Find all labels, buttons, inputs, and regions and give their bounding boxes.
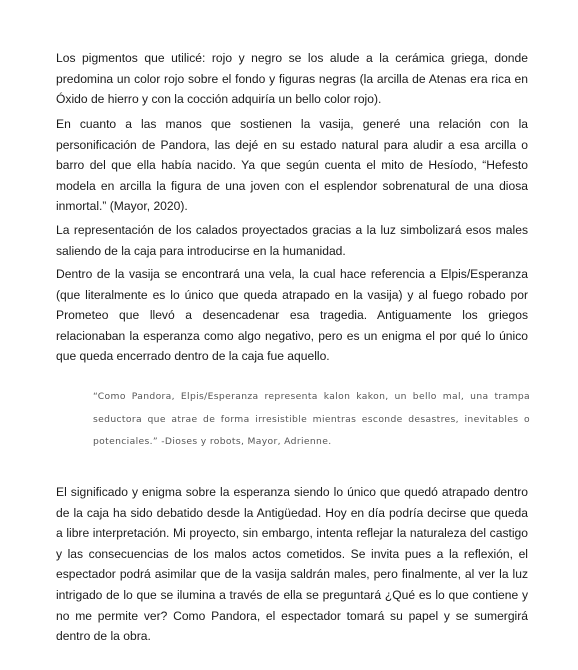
paragraph-hands: En cuanto a las manos que sostienen la vasija, generé una relación con la personificación de Pandora, las dejé en su estado natural para aludir a esa arcilla o barro del que ella había nacido. Ya que según cuenta el mito de Hesíodo, “Hefesto modela en arcilla la figura de una joven con el esplendor sobrenatural de una diosa inmortal.” (Mayor, 2020). — [56, 117, 528, 214]
paragraph-light-cutouts: La representación de los calados proyectados gracias a la luz simbolizará esos males saliendo de la caja para introducirse en la humanidad. — [56, 223, 528, 258]
block-quote: “Como Pandora, Elpis/Esperanza representa kalon kakon, un bello mal, una trampa seductora que atrae de forma irresistible mientras esconde desastres, inevitables o potenciales.” -Dioses y robots, Mayor, Adrienne. — [93, 391, 530, 447]
paragraph-candle: Dentro de la vasija se encontrará una vela, la cual hace referencia a Elpis/Esperanza (que literalmente es lo único que queda atrapado en la vasija) y al fuego robado por Prometeo que llevó a desencadenar esa tragedia. Antiguamente los griegos relacionaban la esperanza como algo negativo, pero es un enigma el por qué lo único que queda encerrado dentro de la caja fue aquello. — [56, 267, 528, 364]
paragraph-pigments: Los pigmentos que utilicé: rojo y negro se los alude a la cerámica griega, donde predomina un color rojo sobre el fondo y figuras negras (la arcilla de Atenas era rica en Óxido de hierro y con la cocción adquiría un bello color rojo). — [56, 51, 528, 107]
paragraph-meaning: El significado y enigma sobre la esperanza siendo lo único que quedó atrapado dentro de la caja ha sido debatido desde la Antigüedad. Hoy en día podría decirse que queda a libre interpretación. Mi proyecto, sin embargo, intenta reflejar la naturaleza del castigo y las consecuencias de los malos actos cometidos. Se invita pues a la reflexión, el espectador podrá asimilar que de la vasija saldrán males, pero finalmente, al ver la luz intrigado de lo que se ilumina a través de ella se preguntará ¿Qué es lo que contiene y no me permite ver? Como Pandora, el espectador tomará su papel y se sumergirá dentro de la obra. — [56, 485, 528, 644]
